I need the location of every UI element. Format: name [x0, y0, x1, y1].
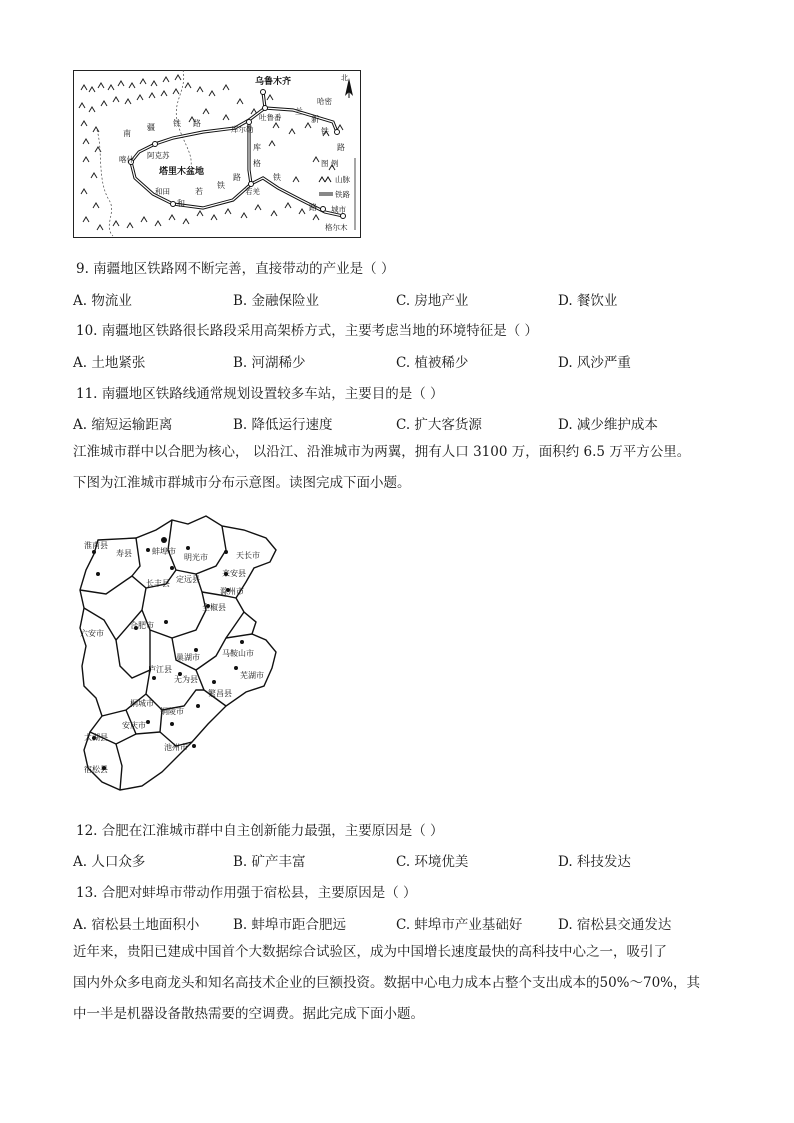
city-label-korla: 库尔勒 — [231, 125, 254, 134]
rail-char: 南 — [123, 129, 131, 138]
option-a[interactable]: A. 缩短运输距离 — [73, 417, 173, 433]
option-b[interactable]: B. 蚌埠市距合肥远 — [233, 917, 347, 933]
rail-char: 库 — [253, 143, 261, 152]
xinjiang-railway-map — [73, 70, 361, 238]
city-label: 合肥市 — [130, 621, 154, 630]
question-12-options — [73, 850, 753, 870]
legend-title: 图 例 — [321, 159, 339, 168]
option-b[interactable]: B. 金融保险业 — [233, 293, 320, 309]
option-a[interactable]: A. 物流业 — [73, 293, 132, 309]
rail-char: 路 — [337, 143, 345, 152]
city-label-hami: 哈密 — [317, 97, 332, 106]
city-label: 长丰县 — [146, 579, 170, 588]
option-a[interactable]: A. 土地紧张 — [73, 355, 146, 371]
option-c[interactable]: C. 扩大客货源 — [396, 417, 482, 433]
city-label: 庐江县 — [148, 665, 172, 674]
legend-city-icon — [321, 207, 326, 212]
legend-railway: 铁路 — [335, 190, 350, 199]
city-label: 滁州市 — [220, 587, 244, 596]
city-label: 马鞍山市 — [222, 649, 254, 658]
city-label: 繁昌县 — [208, 689, 232, 698]
option-d[interactable]: D. 科技发达 — [558, 854, 631, 870]
rail-char: 路 — [193, 119, 201, 128]
city-label: 池州市 — [164, 743, 188, 752]
option-d[interactable]: D. 减少维护成本 — [558, 417, 658, 433]
city-label-turpan: 吐鲁番 — [259, 113, 282, 122]
question-11: 11. 南疆地区铁路线通常规划设置较多车站，主要目的是（ ） — [76, 386, 444, 402]
question-12: 12. 合肥在江淮城市群中自主创新能力最强，主要原因是（ ） — [76, 823, 444, 839]
question-11-options — [73, 413, 753, 433]
passage-line: 中一半是机器设备散热需要的空调费。据此完成下面小题。 — [73, 1006, 424, 1022]
city-label: 芜湖市 — [240, 671, 264, 680]
rail-char: 铁 — [321, 127, 329, 136]
rail-char: 铁 — [273, 173, 281, 182]
option-b[interactable]: B. 河湖稀少 — [233, 355, 306, 371]
passage-guiyang — [73, 937, 723, 1030]
question-9-options — [73, 289, 753, 309]
city-label: 淮南县 — [84, 541, 108, 550]
option-b[interactable]: B. 矿产丰富 — [233, 854, 306, 870]
city-label-hotan: 和田 — [155, 187, 170, 196]
city-label: 寿县 — [116, 549, 132, 558]
passage-line: 下图为江淮城市群城市分布示意图。读图完成下面小题。 — [73, 475, 411, 491]
rail-char: 疆 — [147, 123, 155, 132]
option-c[interactable]: C. 房地产业 — [396, 293, 469, 309]
rail-char: 铁 — [217, 181, 225, 190]
city-label-urumqi: 乌鲁木齐 — [255, 77, 292, 87]
option-c[interactable]: C. 蚌埠市产业基础好 — [396, 917, 523, 933]
north-label: 北 — [341, 74, 348, 82]
city-label: 宿松县 — [84, 765, 108, 774]
city-label: 来安县 — [222, 569, 246, 578]
option-a[interactable]: A. 宿松县土地面积小 — [73, 917, 200, 933]
city-label: 桐城市 — [130, 699, 154, 708]
question-9: 9. 南疆地区铁路网不断完善，直接带动的产业是（ ） — [76, 261, 395, 277]
rail-char: 新 — [311, 115, 319, 124]
city-label-ruoqiang: 若羌 — [245, 187, 260, 196]
city-label: 六安市 — [80, 629, 104, 638]
city-label: 明光市 — [184, 553, 208, 562]
option-c[interactable]: C. 植被稀少 — [396, 355, 469, 371]
option-b[interactable]: B. 降低运行速度 — [233, 417, 333, 433]
rail-char: 兰 — [295, 107, 303, 116]
option-d[interactable]: D. 餐饮业 — [558, 293, 618, 309]
passage-line: 江淮城市群中以合肥为核心， 以沿江、沿淮城市为两翼，拥有人口 3100 万，面积约 6.5 万平方公里。 — [73, 444, 691, 460]
option-a[interactable]: A. 人口众多 — [73, 854, 146, 870]
passage-jianghuai — [73, 437, 723, 499]
city-label: 蚌埠市 — [152, 547, 176, 556]
question-10: 10. 南疆地区铁路很长路段采用高架桥方式，主要考虑当地的环境特征是（ ） — [76, 323, 539, 339]
option-d[interactable]: D. 宿松县交通发达 — [558, 917, 672, 933]
city-label-golmud: 格尔木 — [325, 223, 348, 232]
passage-line: 国内外众多电商龙头和知名高技术企业的巨额投资。数据中心电力成本占整个支出成本的50%～70%，其 — [73, 975, 701, 991]
city-label: 定远县 — [176, 575, 200, 584]
legend-mountain: 山脉 — [335, 175, 350, 184]
question-13: 13. 合肥对蚌埠市带动作用强于宿松县，主要原因是（ ） — [76, 885, 417, 901]
city-label: 无为县 — [174, 675, 198, 684]
rail-char: 路 — [233, 173, 241, 182]
city-label: 铜陵市 — [160, 707, 184, 716]
rail-char: 格 — [253, 159, 261, 168]
jianghuai-city-map — [76, 510, 298, 802]
legend-city: 城市 — [331, 205, 346, 214]
city-label: 天长市 — [236, 551, 260, 560]
question-13-options — [73, 913, 753, 933]
rail-char: 若 — [195, 187, 203, 196]
rail-char: 路 — [309, 203, 317, 212]
passage-line: 近年来，贵阳已建成中国首个大数据综合试验区，成为中国增长速度最快的高科技中心之一，吸引了 — [73, 944, 667, 960]
city-label: 全椒县 — [202, 603, 226, 612]
rail-char: 和 — [177, 199, 185, 208]
city-label: 巢湖市 — [176, 653, 200, 662]
question-10-options — [73, 351, 753, 371]
basin-label: 塔里木盆地 — [159, 167, 205, 177]
city-label: 太湖县 — [84, 733, 108, 742]
rail-char: 铁 — [173, 119, 181, 128]
option-c[interactable]: C. 环境优美 — [396, 854, 469, 870]
city-label-kashgar: 喀什 — [119, 155, 134, 164]
city-label-aksu: 阿克苏 — [147, 151, 170, 160]
city-label: 安庆市 — [122, 721, 146, 730]
option-d[interactable]: D. 风沙严重 — [558, 355, 631, 371]
